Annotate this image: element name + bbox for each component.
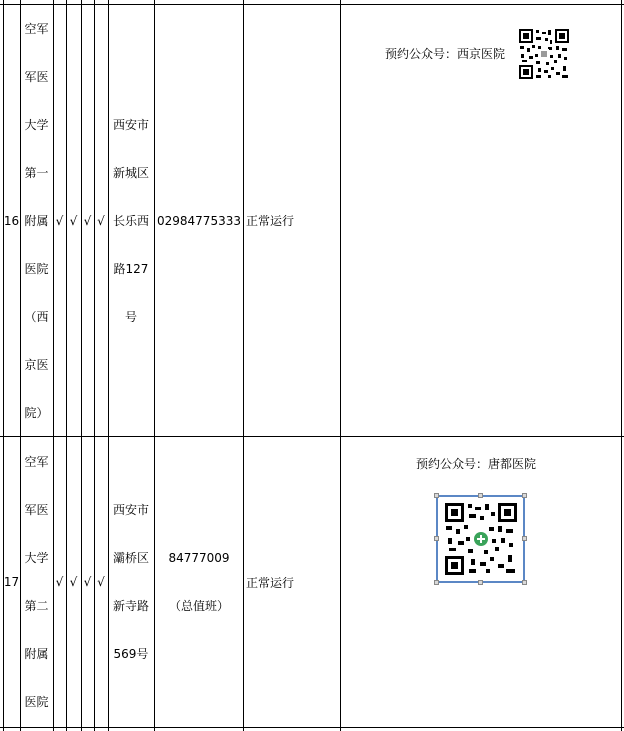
address (113, 486, 149, 678)
address-line: 号 (124, 309, 137, 324)
check-mark: √ (55, 213, 64, 228)
address-line: 新城区 (112, 165, 149, 180)
hospital-name-line: 院） (24, 405, 49, 420)
hospital-name-line: 附属 (24, 647, 49, 661)
phone-note: （总值班） (168, 599, 229, 613)
address-line: 西安市 (112, 117, 149, 132)
check-mark: √ (55, 575, 64, 589)
status-text: 正常运行 (246, 575, 295, 590)
hospital-name-cell (20, 5, 53, 436)
hospital-name-line: 第二 (24, 599, 49, 613)
resize-handle[interactable] (522, 580, 527, 585)
address-line: 西安市 (112, 503, 149, 517)
resize-handle[interactable] (522, 493, 527, 498)
check-mark: √ (69, 213, 78, 228)
hospital-name-line: 军医 (24, 503, 49, 517)
hospital-name (24, 5, 48, 437)
address-line: 长乐西 (112, 213, 149, 228)
address-line: 灞桥区 (112, 551, 149, 565)
resize-handle[interactable] (434, 493, 439, 498)
hospital-name (24, 438, 48, 726)
hospital-name-cell (20, 437, 53, 727)
resize-handle[interactable] (478, 580, 483, 585)
check-mark: √ (97, 575, 105, 589)
hospital-name-line: 大学 (24, 551, 49, 565)
resize-handle[interactable] (478, 493, 483, 498)
address-line: 路127 (113, 261, 149, 276)
check-mark: √ (97, 213, 105, 228)
col-border-10 (621, 0, 622, 731)
phone-number: 02984775333 (157, 213, 241, 228)
check-mark: √ (83, 575, 92, 589)
hospital-name-line: （西 (24, 309, 49, 324)
hospital-name-line: 医院 (24, 261, 49, 276)
resize-handle[interactable] (434, 536, 439, 541)
address-cell (108, 5, 154, 436)
check-mark: √ (69, 575, 78, 589)
hospital-name-line: 第一 (24, 165, 49, 180)
hospital-name-line: 医院 (24, 695, 49, 709)
hospital-name-line: 大学 (24, 117, 49, 132)
resize-handle[interactable] (522, 536, 527, 541)
address-cell (108, 437, 154, 727)
hospital-name-line: 军医 (24, 69, 49, 84)
resize-handle[interactable] (434, 580, 439, 585)
phone-cell (155, 437, 243, 727)
hospital-name-line: 空军 (24, 21, 49, 36)
hospital-name-line: 附属 (24, 213, 49, 228)
hospital-name-line: 空军 (24, 455, 49, 469)
wechat-caption: 预约公众号：唐都医院 (416, 457, 537, 471)
address (113, 101, 149, 341)
status-text: 正常运行 (246, 214, 295, 228)
row-index: 17 (3, 575, 20, 589)
wechat-caption: 预约公众号：西京医院 (385, 47, 506, 61)
qr-code (444, 502, 518, 576)
phone-block (168, 534, 229, 630)
qr-code (518, 28, 570, 80)
check-mark: √ (83, 213, 92, 228)
address-line: 569号 (113, 647, 149, 661)
hospital-name-line: 京医 (24, 357, 49, 372)
address-line: 新寺路 (112, 599, 149, 613)
phone-number: 84777009 (168, 551, 230, 565)
row-index: 16 (3, 213, 20, 228)
